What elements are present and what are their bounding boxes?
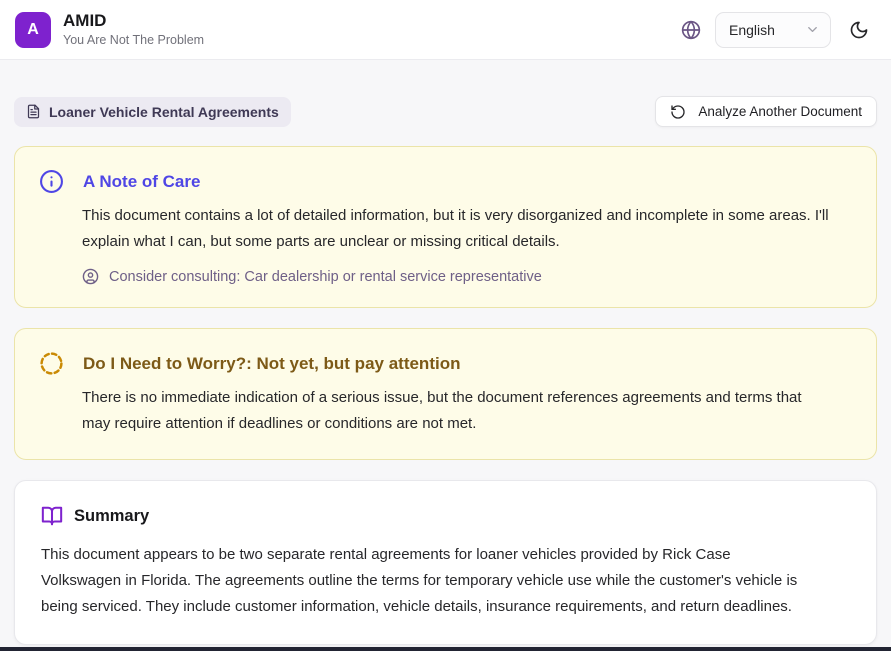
note-of-care-text: This document contains a lot of detailed information, but it is very disorganized and incomplete in some areas. I'll explain what I can, but some parts are unclear or missing critical details.: [82, 207, 829, 250]
app-logo: [15, 12, 51, 48]
footer-strip: [0, 647, 891, 651]
consult-row: [82, 268, 852, 285]
analyze-another-document-label: Analyze Another Document: [698, 104, 862, 119]
summary-header: [41, 505, 850, 527]
note-of-care-header: [39, 169, 852, 194]
theme-toggle-button[interactable]: [847, 18, 871, 42]
summary-card: [14, 480, 877, 645]
moon-icon: [849, 20, 869, 40]
worry-card: [14, 328, 877, 460]
header-actions: [681, 12, 871, 48]
summary-text: This document appears to be two separate rental agreements for loaner vehicles provided by Rick Case Volkswagen in Florida. The agreements outline the terms for temporary vehicle use while the customer's vehicle is being serviced. They include customer information, vehicle details, insurance requirements, and return deadlines.: [41, 546, 798, 615]
language-selected-value: English: [729, 21, 775, 38]
app-subtitle: You Are Not The Problem: [63, 33, 205, 47]
consult-text: Consider consulting: Car dealership or rental service representative: [109, 268, 542, 285]
brand: [15, 11, 204, 48]
info-icon: [39, 169, 64, 194]
user-circle-icon: [82, 268, 99, 285]
worry-title: Do I Need to Worry?: Not yet, but pay attention: [83, 353, 461, 373]
analyze-another-document-button[interactable]: [655, 96, 877, 127]
worry-text: There is no immediate indication of a serious issue, but the document references agreements and terms that may require attention if deadlines or conditions are not met.: [82, 389, 802, 432]
document-title-badge: [14, 97, 291, 127]
file-text-icon: [26, 104, 41, 119]
note-of-care-card: [14, 146, 877, 308]
dashed-circle-icon: [39, 351, 64, 376]
document-title-label: Loaner Vehicle Rental Agreements: [49, 103, 279, 120]
book-open-icon: [41, 505, 63, 527]
summary-title: Summary: [74, 506, 150, 525]
language-selector[interactable]: [715, 12, 831, 48]
globe-icon: [681, 20, 701, 40]
app-title: AMID: [63, 11, 107, 30]
brand-text: [63, 11, 204, 48]
note-of-care-title: A Note of Care: [83, 171, 201, 191]
app-header: [0, 0, 891, 60]
worry-body: [82, 385, 852, 437]
app-logo-letter: A: [27, 20, 39, 38]
note-of-care-body: [82, 203, 852, 285]
rotate-ccw-icon: [670, 104, 686, 120]
main-content: [0, 60, 891, 645]
chevron-down-icon: [805, 22, 820, 37]
worry-header: [39, 351, 852, 376]
toolbar: [14, 96, 877, 127]
